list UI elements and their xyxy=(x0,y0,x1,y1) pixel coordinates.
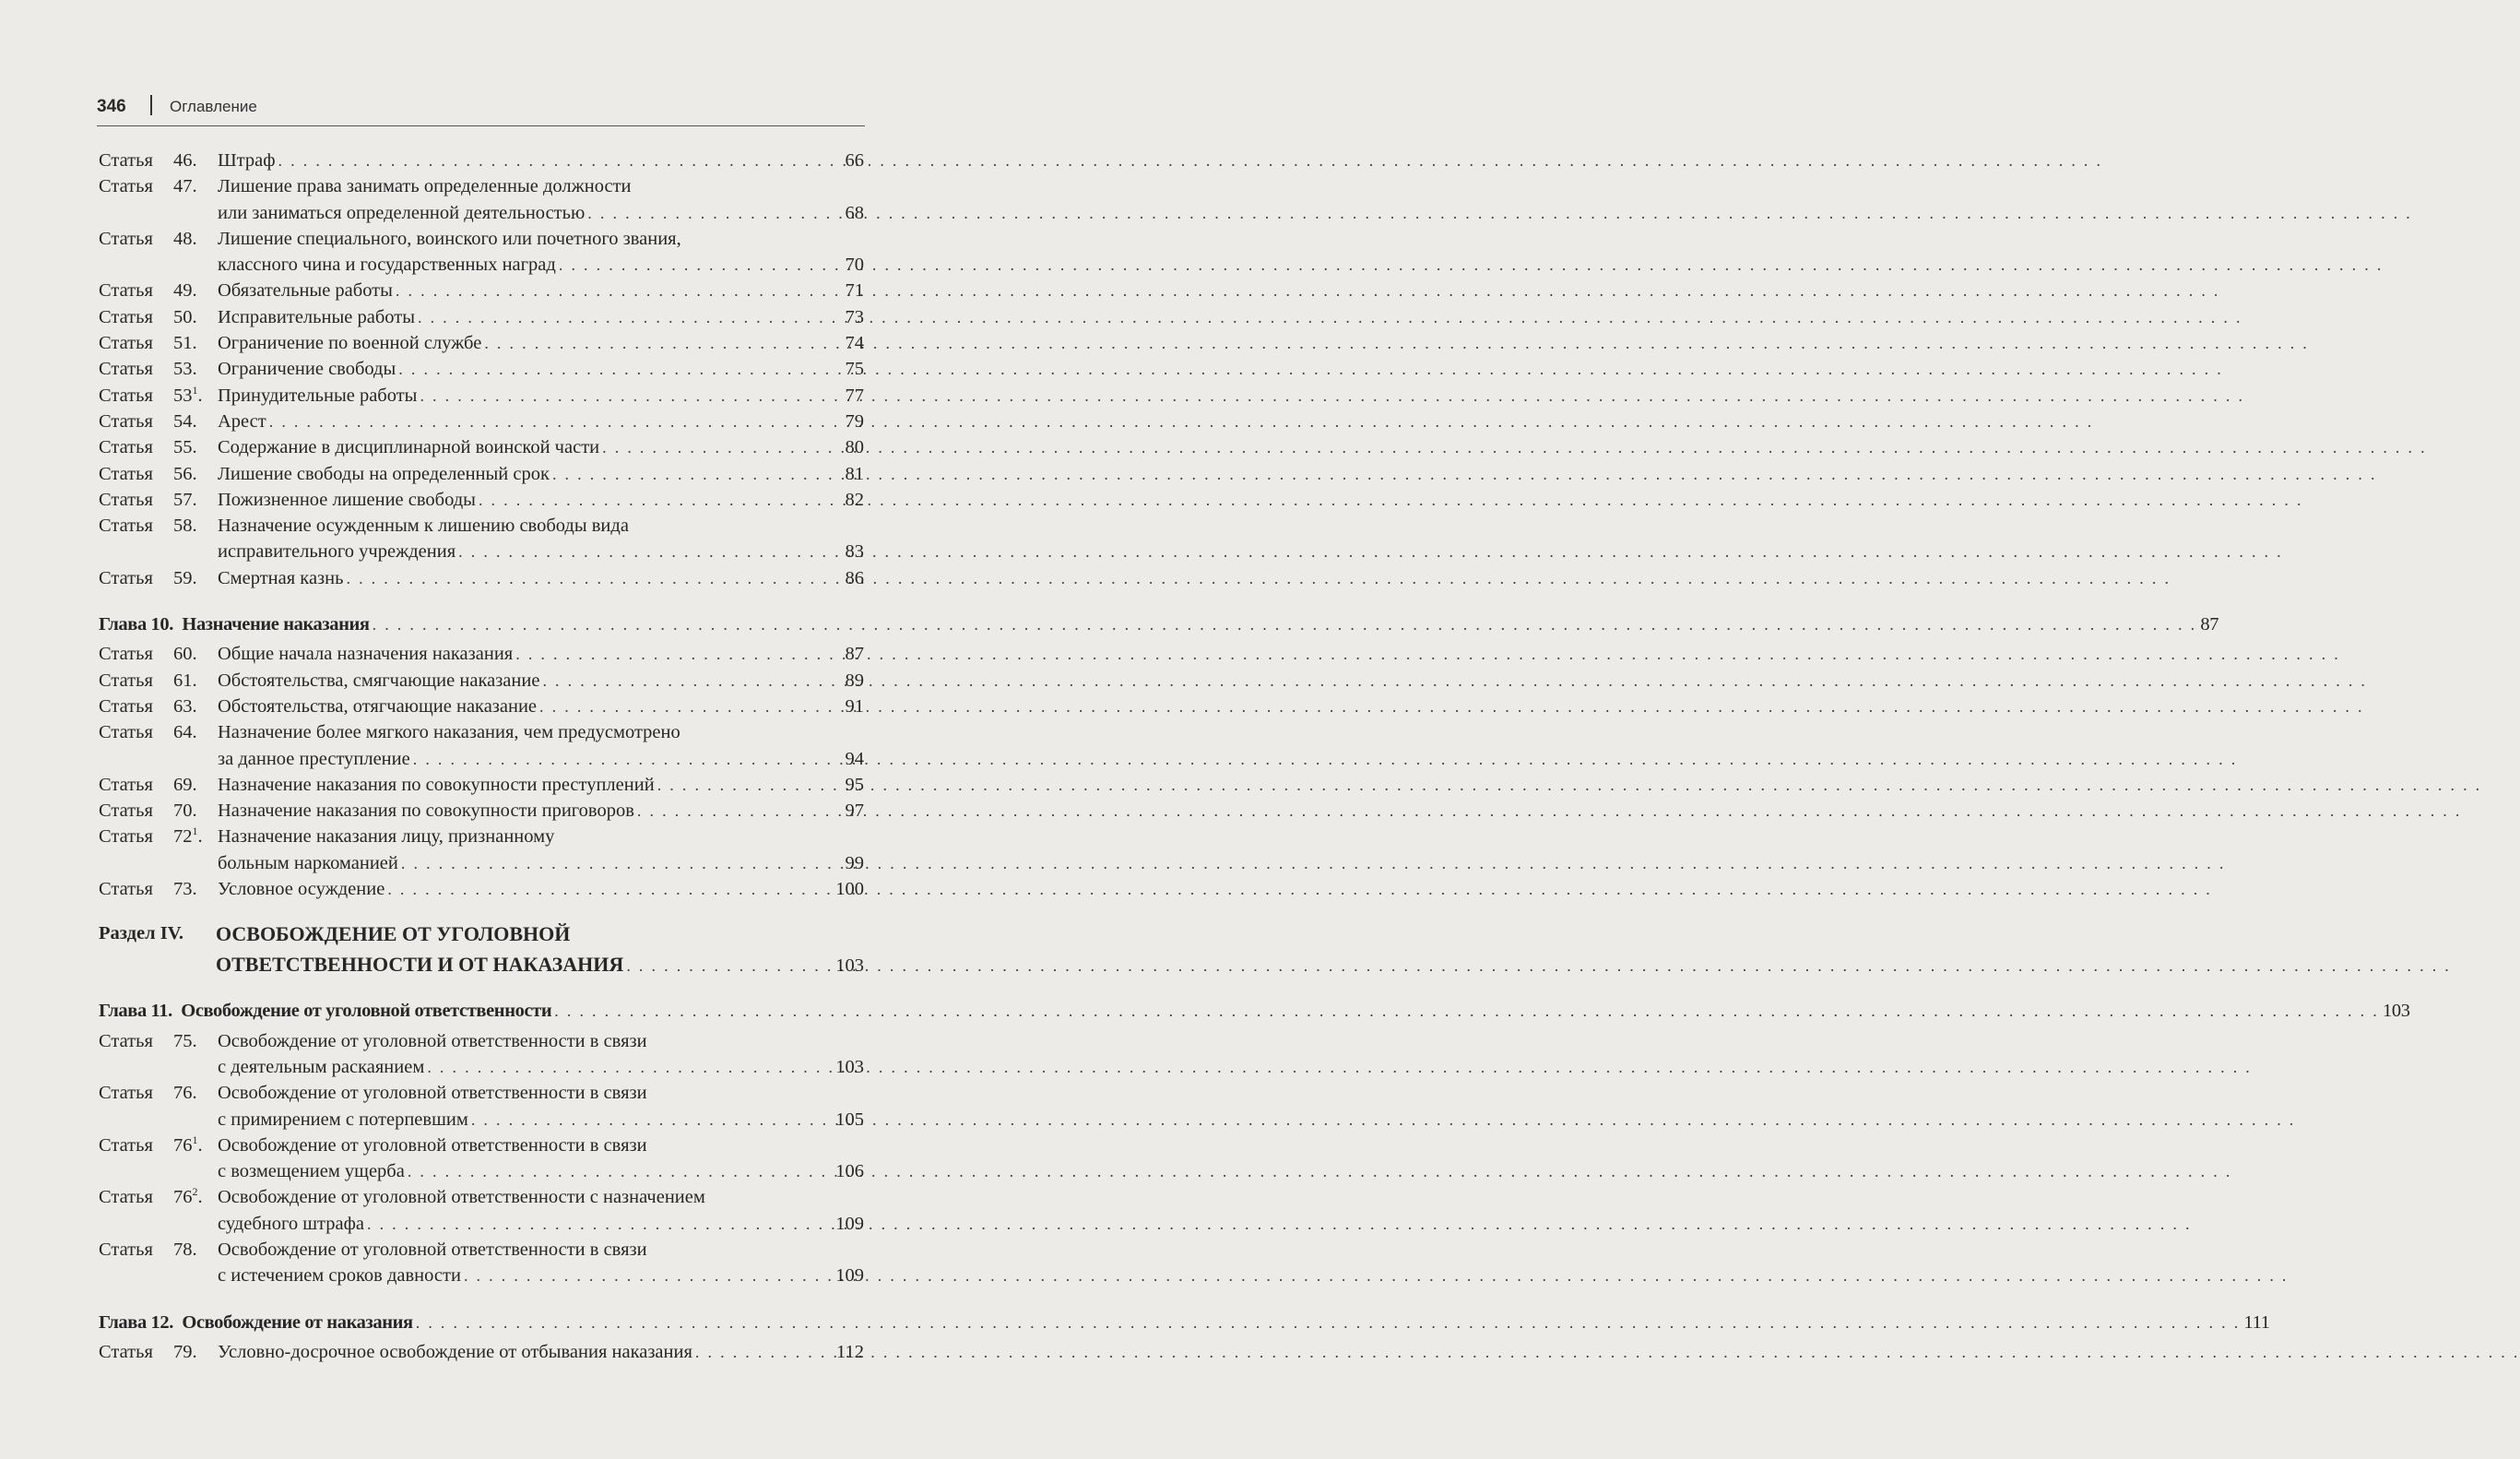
entry-label: Статья xyxy=(99,150,153,171)
entry-title: Обстоятельства, смягчающие наказание xyxy=(218,670,540,691)
toc-section-4[interactable] xyxy=(99,919,864,981)
entry-page: 73 xyxy=(845,306,864,327)
entry-title-line: Освобождение от уголовной ответственности в связи xyxy=(218,1083,647,1104)
leader-dots xyxy=(396,356,841,382)
article-number: 64. xyxy=(173,722,197,743)
entry-page: 74 xyxy=(845,333,864,354)
toc-entry[interactable] xyxy=(99,876,864,902)
toc-chapter-11[interactable] xyxy=(99,998,2410,1024)
leader-dots xyxy=(276,148,842,173)
entry-label: Статья xyxy=(99,1187,153,1208)
entry-label: Статья xyxy=(99,1083,153,1104)
toc-group-chapter11 xyxy=(99,1028,864,1289)
toc-entry[interactable] xyxy=(99,1237,864,1289)
entry-page: 95 xyxy=(845,774,864,795)
chapter-page: 111 xyxy=(2243,1311,2270,1333)
article-number: 53. xyxy=(173,359,197,380)
entry-page: 100 xyxy=(835,879,864,900)
leader-dots xyxy=(623,951,832,981)
leader-dots xyxy=(692,1339,833,1365)
section-page: 103 xyxy=(835,955,864,977)
leader-dots xyxy=(481,330,841,356)
section-title-line1: ОСВОБОЖДЕНИЕ ОТ УГОЛОВНОЙ xyxy=(216,922,571,946)
article-number-superscript: 1 xyxy=(192,824,198,838)
entry-label: Статья xyxy=(99,1030,153,1051)
toc-entry[interactable] xyxy=(99,824,864,876)
article-number-superscript: 1 xyxy=(192,1133,198,1146)
article-number: 73. xyxy=(173,879,197,900)
entry-label: Статья xyxy=(99,567,153,588)
entry-page: 81 xyxy=(845,463,864,484)
entry-label: Статья xyxy=(99,437,153,458)
entry-title: с возмещением ущерба xyxy=(218,1161,405,1182)
toc-entry[interactable] xyxy=(99,173,864,226)
entry-page: 89 xyxy=(845,670,864,691)
entry-title-line: Лишение специального, воинского или почетного звания, xyxy=(218,228,681,249)
toc-chapter-10[interactable] xyxy=(99,611,2219,637)
section-label: Раздел IV. xyxy=(99,923,183,944)
entry-title: больным наркоманией xyxy=(218,852,398,873)
header-title: Оглавление xyxy=(170,98,257,115)
entry-label: Статья xyxy=(99,1341,153,1362)
chapter-title: Назначение наказания xyxy=(182,614,370,635)
entry-label: Статья xyxy=(99,722,153,743)
entry-page: 91 xyxy=(845,695,864,717)
entry-page: 87 xyxy=(845,644,864,665)
chapter-title: Освобождение от уголовной ответственности xyxy=(181,1001,552,1022)
leader-dots xyxy=(599,434,841,460)
leader-dots xyxy=(585,200,841,226)
article-number: 63. xyxy=(173,695,197,717)
leader-dots xyxy=(370,611,2197,637)
entry-label: Статья xyxy=(99,826,153,848)
leader-dots xyxy=(468,1107,832,1133)
entry-title: Содержание в дисциплинарной воинской части xyxy=(218,437,600,458)
leader-dots xyxy=(461,1263,832,1288)
entry-label: Статья xyxy=(99,385,153,406)
entry-page: 66 xyxy=(845,150,864,171)
toc-entry[interactable] xyxy=(99,356,864,382)
toc-entry[interactable] xyxy=(99,1184,864,1237)
toc-entry[interactable] xyxy=(99,798,864,824)
toc-entry[interactable] xyxy=(99,772,864,798)
entry-title: или заниматься определенной деятельностью xyxy=(218,202,586,223)
leader-dots xyxy=(415,304,842,330)
article-number: $76^2$. xyxy=(173,1185,203,1208)
leader-dots xyxy=(417,383,841,409)
entry-label: Статья xyxy=(99,1134,153,1156)
entry-label: Статья xyxy=(99,228,153,249)
chapter-label: Глава 12. xyxy=(99,1311,173,1333)
toc-entry[interactable] xyxy=(99,641,864,667)
toc-entry[interactable] xyxy=(99,1080,864,1133)
entry-title: Смертная казнь xyxy=(218,567,344,588)
toc-entry[interactable] xyxy=(99,565,864,591)
header-separator xyxy=(150,95,152,115)
entry-title: классного чина и государственных наград xyxy=(218,255,556,276)
leader-dots xyxy=(424,1054,832,1080)
leader-dots xyxy=(655,772,842,798)
entry-title: исправительного учреждения xyxy=(218,541,456,563)
article-number: 60. xyxy=(173,644,197,665)
entry-page: 71 xyxy=(845,280,864,302)
article-number: 59. xyxy=(173,567,197,588)
entry-title-line: Назначение осужденным к лишению свободы вида xyxy=(218,516,629,537)
chapter-page: 103 xyxy=(2383,1001,2410,1022)
leader-dots xyxy=(398,850,842,876)
entry-title: за данное преступление xyxy=(218,748,410,769)
toc-group-chapter12 xyxy=(99,1339,864,1365)
entry-page: 83 xyxy=(845,541,864,563)
entry-title: Принудительные работы xyxy=(218,385,418,406)
leader-dots xyxy=(413,1310,2241,1335)
entry-title: Назначение наказания по совокупности приговоров xyxy=(218,801,634,822)
entry-page: 68 xyxy=(845,202,864,223)
entry-page: 70 xyxy=(845,255,864,276)
article-number: $76^1$. xyxy=(173,1133,203,1156)
running-header xyxy=(97,92,865,126)
leader-dots xyxy=(537,694,841,719)
article-number: 75. xyxy=(173,1030,197,1051)
entry-page: 109 xyxy=(835,1265,864,1287)
article-number: 49. xyxy=(173,280,197,302)
article-number: 79. xyxy=(173,1341,197,1362)
entry-title: с примирением с потерпевшим xyxy=(218,1109,468,1130)
page-number: 346 xyxy=(97,97,126,116)
article-number-superscript: 1 xyxy=(192,383,198,397)
leader-dots xyxy=(539,668,841,694)
entry-label: Статья xyxy=(99,359,153,380)
entry-page: 97 xyxy=(845,801,864,822)
toc-group-chapter9 xyxy=(99,148,864,591)
table-of-contents xyxy=(99,148,2410,1365)
entry-title: Ограничение свободы xyxy=(218,359,396,380)
article-number: 46. xyxy=(173,150,197,171)
toc-entry[interactable] xyxy=(99,668,864,694)
toc-group-chapter10 xyxy=(99,641,864,902)
entry-title-line: Назначение более мягкого наказания, чем предусмотрено xyxy=(218,722,680,743)
leader-dots xyxy=(266,409,842,434)
entry-label: Статья xyxy=(99,1239,153,1260)
entry-page: 109 xyxy=(835,1213,864,1234)
entry-page: 82 xyxy=(845,489,864,510)
article-number: 58. xyxy=(173,516,197,537)
article-number: 55. xyxy=(173,437,197,458)
article-number: 48. xyxy=(173,228,197,249)
entry-page: 77 xyxy=(845,385,864,406)
article-number: 76. xyxy=(173,1083,197,1104)
article-number: 50. xyxy=(173,306,197,327)
entry-title-line: Освобождение от уголовной ответственности с назначением xyxy=(218,1187,705,1208)
entry-title: Условное осуждение xyxy=(218,879,385,900)
entry-title: Ограничение по военной службе xyxy=(218,333,482,354)
article-number: 78. xyxy=(173,1239,197,1260)
leader-dots xyxy=(393,278,842,303)
entry-title: с деятельным раскаянием xyxy=(218,1056,425,1077)
article-number: 57. xyxy=(173,489,197,510)
entry-page: 86 xyxy=(845,567,864,588)
entry-label: Статья xyxy=(99,801,153,822)
toc-entry[interactable] xyxy=(99,1028,864,1081)
entry-title: Штраф xyxy=(218,150,276,171)
article-number: 69. xyxy=(173,774,197,795)
entry-label: Статья xyxy=(99,333,153,354)
entry-title: с истечением сроков давности xyxy=(218,1265,461,1287)
article-number: 56. xyxy=(173,463,197,484)
entry-title-line: Освобождение от уголовной ответственности в связи xyxy=(218,1134,647,1156)
toc-entry[interactable] xyxy=(99,1339,864,1365)
entry-title: судебного штрафа xyxy=(218,1213,364,1234)
entry-label: Статья xyxy=(99,516,153,537)
leader-dots xyxy=(513,641,841,667)
entry-title-line: Освобождение от уголовной ответственности в связи xyxy=(218,1030,647,1051)
leader-dots xyxy=(343,565,841,591)
entry-label: Статья xyxy=(99,489,153,510)
toc-entry[interactable] xyxy=(99,434,864,460)
entry-title: Пожизненное лишение свободы xyxy=(218,489,476,510)
leader-dots xyxy=(551,998,2379,1024)
article-number: 54. xyxy=(173,410,197,432)
toc-entry[interactable] xyxy=(99,278,864,303)
chapter-label: Глава 10. xyxy=(99,614,173,635)
entry-title: Лишение свободы на определенный срок xyxy=(218,463,550,484)
leader-dots xyxy=(634,798,842,824)
entry-label: Статья xyxy=(99,670,153,691)
leader-dots xyxy=(364,1211,832,1237)
article-number: 70. xyxy=(173,801,197,822)
toc-entry[interactable] xyxy=(99,694,864,719)
entry-page: 105 xyxy=(835,1109,864,1130)
entry-label: Статья xyxy=(99,410,153,432)
article-number: $72^1$. xyxy=(173,824,203,848)
article-number-superscript: 2 xyxy=(192,1185,198,1199)
entry-title: Обязательные работы xyxy=(218,280,393,302)
entry-page: 75 xyxy=(845,359,864,380)
entry-label: Статья xyxy=(99,644,153,665)
entry-title: Арест xyxy=(218,410,266,432)
toc-entry[interactable] xyxy=(99,148,864,173)
entry-label: Статья xyxy=(99,695,153,717)
leader-dots xyxy=(455,539,841,564)
toc-entry[interactable] xyxy=(99,304,864,330)
entry-label: Статья xyxy=(99,463,153,484)
leader-dots xyxy=(556,252,842,278)
entry-label: Статья xyxy=(99,774,153,795)
toc-entry[interactable] xyxy=(99,383,864,409)
leader-dots xyxy=(410,746,842,772)
toc-entry[interactable] xyxy=(99,226,864,279)
entry-title-line: Освобождение от уголовной ответственности в связи xyxy=(218,1239,647,1260)
entry-page: 99 xyxy=(845,852,864,873)
chapter-title: Освобождение от наказания xyxy=(182,1311,413,1333)
chapter-page: 87 xyxy=(2200,614,2219,635)
section-title-line2: ОТВЕТСТВЕННОСТИ И ОТ НАКАЗАНИЯ xyxy=(216,953,624,977)
entry-label: Статья xyxy=(99,176,153,197)
toc-entry[interactable] xyxy=(99,409,864,434)
entry-title: Обстоятельства, отягчающие наказание xyxy=(218,695,538,717)
entry-title: Условно-досрочное освобождение от отбывания наказания xyxy=(218,1341,692,1362)
entry-page: 103 xyxy=(835,1056,864,1077)
leader-dots xyxy=(405,1158,832,1184)
entry-page: 112 xyxy=(836,1341,864,1362)
article-number: 51. xyxy=(173,333,197,354)
leader-dots xyxy=(476,487,842,513)
toc-entry[interactable] xyxy=(99,1133,864,1185)
article-number: 47. xyxy=(173,176,197,197)
article-number: 61. xyxy=(173,670,197,691)
entry-title: Исправительные работы xyxy=(218,306,415,327)
entry-label: Статья xyxy=(99,306,153,327)
entry-title-line: Назначение наказания лицу, признанному xyxy=(218,826,555,848)
entry-label: Статья xyxy=(99,280,153,302)
leader-dots xyxy=(385,876,832,902)
toc-entry[interactable] xyxy=(99,330,864,356)
entry-title-line: Лишение права занимать определенные должности xyxy=(218,176,632,197)
toc-entry[interactable] xyxy=(99,487,864,513)
entry-page: 94 xyxy=(845,748,864,769)
entry-page: 80 xyxy=(845,437,864,458)
entry-label: Статья xyxy=(99,879,153,900)
article-number: $53^1$. xyxy=(173,383,203,406)
leader-dots xyxy=(550,461,842,487)
chapter-label: Глава 11. xyxy=(99,1001,172,1022)
toc-entry[interactable] xyxy=(99,461,864,487)
entry-page: 106 xyxy=(835,1161,864,1182)
toc-entry[interactable] xyxy=(99,513,864,565)
toc-chapter-12[interactable] xyxy=(99,1310,2270,1335)
entry-title: Общие начала назначения наказания xyxy=(218,644,514,665)
toc-entry[interactable] xyxy=(99,719,864,772)
entry-page: 79 xyxy=(845,410,864,432)
entry-title: Назначение наказания по совокупности преступлений xyxy=(218,774,655,795)
